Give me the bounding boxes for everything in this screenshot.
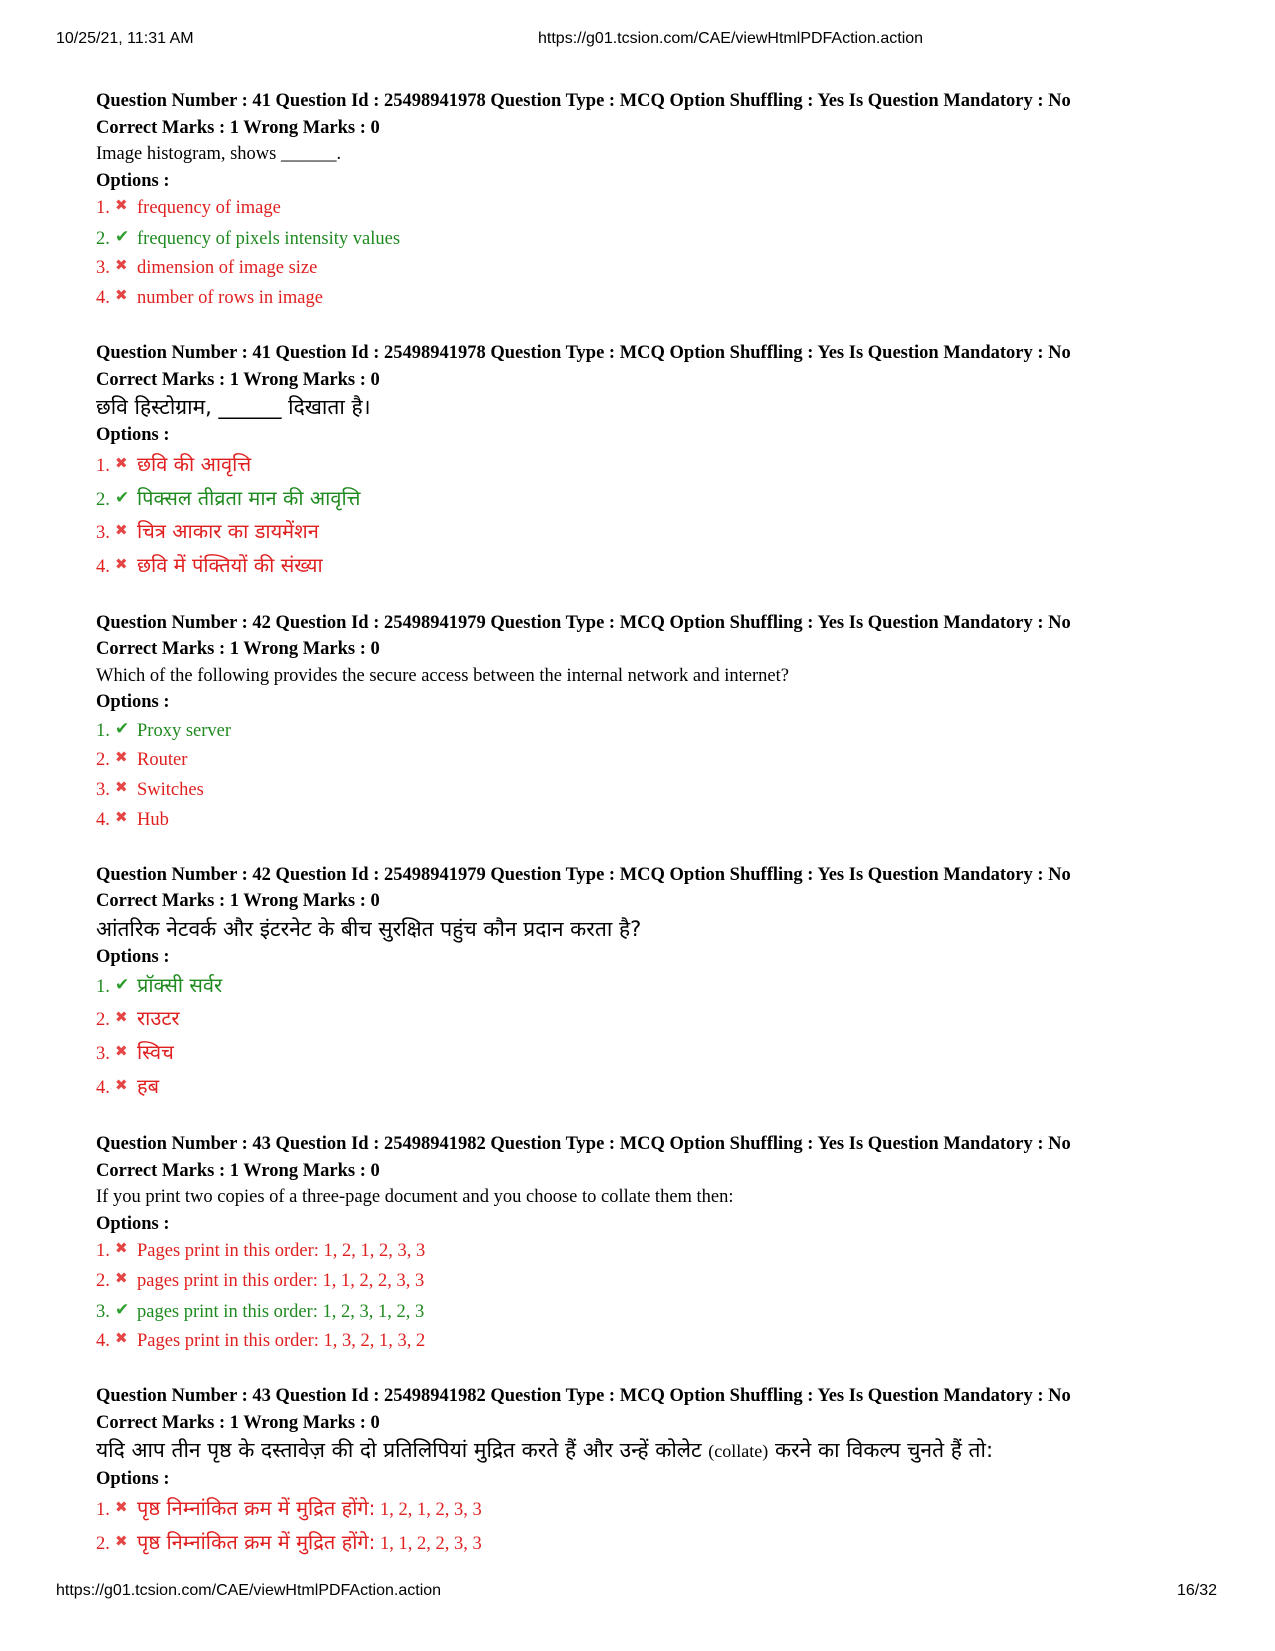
option-number: 2. xyxy=(96,489,110,510)
question-marks: Correct Marks : 1 Wrong Marks : 0 xyxy=(96,1412,380,1433)
check-icon: ✔ xyxy=(115,718,130,738)
option-text: dimension of image size xyxy=(137,258,318,278)
cross-icon: ✖ xyxy=(115,1078,128,1094)
option-item xyxy=(96,1003,1196,1037)
option-text: छवि की आवृत्ति xyxy=(137,451,252,476)
question-meta: Question Number : 42 Question Id : 25498941979 Question Type : MCQ Option Shuffling : Yes Is Question Mandatory : No xyxy=(96,612,1071,633)
option-item xyxy=(96,1037,1196,1071)
option-number: 3. xyxy=(96,779,110,800)
options-label: Options : xyxy=(96,1213,170,1234)
cross-icon: ✖ xyxy=(115,749,128,766)
option-text: frequency of pixels intensity values xyxy=(137,229,401,249)
cross-icon: ✖ xyxy=(115,556,128,573)
options-label: Options : xyxy=(96,170,170,191)
option-text-part: 1, 1, 2, 2, 3, 3 xyxy=(375,1533,482,1554)
option-item xyxy=(96,1071,1196,1105)
option-item xyxy=(96,194,1196,224)
option-item xyxy=(96,224,1196,254)
option-text: स्विच xyxy=(137,1040,174,1064)
check-icon: ✔ xyxy=(115,227,130,246)
option-text: Pages print in this order: 1, 2, 1, 2, 3, 3 xyxy=(137,1241,426,1261)
cross-icon: ✖ xyxy=(115,1241,128,1257)
option-text: पिक्सल तीव्रता मान की आवृत्ति xyxy=(137,485,361,510)
option-text: frequency of image xyxy=(137,198,281,218)
option-number: 2. xyxy=(96,1010,110,1030)
option-number: 3. xyxy=(96,1302,110,1322)
cross-icon: ✖ xyxy=(115,455,128,472)
cross-icon: ✖ xyxy=(115,1331,128,1347)
option-text: pages print in this order: 1, 2, 3, 1, 2, 3 xyxy=(137,1302,425,1322)
option-item xyxy=(96,1493,1196,1527)
question-43-hi xyxy=(96,1383,1196,1561)
option-item xyxy=(96,550,1196,584)
question-meta: Question Number : 43 Question Id : 25498941982 Question Type : MCQ Option Shuffling : Yes Is Question Mandatory : No xyxy=(96,1134,1071,1154)
option-item xyxy=(96,1327,1196,1357)
option-text: चित्र आकार का डायमेंशन xyxy=(137,518,319,543)
option-text: Switches xyxy=(137,779,204,800)
option-number: 4. xyxy=(96,1331,110,1351)
option-text-part: 1, 2, 1, 2, 3, 3 xyxy=(375,1499,482,1520)
question-marks: Correct Marks : 1 Wrong Marks : 0 xyxy=(96,891,380,911)
option-item xyxy=(96,746,1196,776)
question-text-part: (collate) xyxy=(708,1441,769,1461)
option-item xyxy=(96,1297,1196,1327)
question-meta: Question Number : 41 Question Id : 25498941978 Question Type : MCQ Option Shuffling : Yes Is Question Mandatory : No xyxy=(96,91,1071,111)
option-number: 4. xyxy=(96,556,110,577)
question-marks: Correct Marks : 1 Wrong Marks : 0 xyxy=(96,1160,380,1181)
options-label: Options : xyxy=(96,692,170,712)
cross-icon: ✖ xyxy=(115,522,128,539)
question-text-part: यदि आप तीन पृष्ठ के दस्तावेज़ की दो प्रतिलिपियां मुद्रित करते हैं और उन्हें कोलेट xyxy=(96,1438,709,1462)
option-item xyxy=(96,716,1196,746)
option-number: 3. xyxy=(96,522,110,543)
option-number: 1. xyxy=(96,1241,110,1261)
option-item xyxy=(96,284,1196,314)
question-meta: Question Number : 41 Question Id : 25498941978 Question Type : MCQ Option Shuffling : Yes Is Question Mandatory : No xyxy=(96,343,1071,363)
option-text: Hub xyxy=(137,809,169,830)
option-text: Router xyxy=(137,749,188,770)
option-number: 1. xyxy=(96,720,110,741)
page-number: 16/32 xyxy=(1176,1582,1217,1599)
check-icon: ✔ xyxy=(115,975,130,994)
cross-icon: ✖ xyxy=(115,1044,128,1060)
question-text: Which of the following provides the secure access between the internal network and internet? xyxy=(96,665,789,686)
option-item xyxy=(96,1237,1196,1267)
cross-icon: ✖ xyxy=(115,288,128,304)
option-text: छवि में पंक्तियों की संख्या xyxy=(137,552,323,577)
option-text xyxy=(137,1530,482,1554)
option-text-part: पृष्ठ निम्नांकित क्रम में मुद्रित होंगे: xyxy=(137,1529,376,1554)
option-item xyxy=(96,516,1196,550)
question-marks: Correct Marks : 1 Wrong Marks : 0 xyxy=(96,639,380,659)
option-item xyxy=(96,970,1196,1003)
option-number: 1. xyxy=(96,1499,110,1520)
question-42-en xyxy=(96,610,1196,836)
cross-icon: ✖ xyxy=(115,1533,128,1550)
option-text: pages print in this order: 1, 1, 2, 2, 3, 3 xyxy=(137,1271,425,1291)
option-item xyxy=(96,449,1196,483)
question-text: छवि हिस्टोग्राम, ______ दिखाता है। xyxy=(96,395,371,419)
question-41-hi xyxy=(96,340,1196,584)
question-meta: Question Number : 42 Question Id : 25498941979 Question Type : MCQ Option Shuffling : Yes Is Question Mandatory : No xyxy=(96,864,1071,885)
option-number: 1. xyxy=(96,455,110,476)
cross-icon: ✖ xyxy=(115,779,128,796)
cross-icon: ✖ xyxy=(115,1271,128,1287)
question-text: आंतरिक नेटवर्क और इंटरनेट के बीच सुरक्षित पहुंच कौन प्रदान करता है? xyxy=(96,916,642,941)
question-text: If you print two copies of a three-page document and you choose to collate them then: xyxy=(96,1187,734,1207)
option-number: 4. xyxy=(96,288,110,308)
option-text: राउटर xyxy=(137,1006,180,1030)
option-number: 1. xyxy=(96,198,110,218)
question-text-part: करने का विकल्प चुनते हैं तो: xyxy=(768,1438,994,1462)
question-41-en xyxy=(96,88,1196,314)
question-list xyxy=(96,88,1196,1587)
option-item xyxy=(96,776,1196,806)
options-label: Options : xyxy=(96,1469,170,1489)
option-text: प्रॉक्सी सर्वर xyxy=(137,973,223,997)
cross-icon: ✖ xyxy=(115,1010,128,1026)
print-datetime: 10/25/21, 11:31 AM xyxy=(56,30,194,47)
option-number: 2. xyxy=(96,749,110,770)
question-marks: Correct Marks : 1 Wrong Marks : 0 xyxy=(96,117,380,138)
option-text-part: पृष्ठ निम्नांकित क्रम में मुद्रित होंगे: xyxy=(137,1495,376,1520)
option-number: 2. xyxy=(96,1271,110,1291)
check-icon: ✔ xyxy=(115,1300,130,1319)
option-text: Pages print in this order: 1, 3, 2, 1, 3, 2 xyxy=(137,1331,426,1351)
question-meta: Question Number : 43 Question Id : 25498941982 Question Type : MCQ Option Shuffling : Yes Is Question Mandatory : No xyxy=(96,1386,1071,1406)
option-number: 4. xyxy=(96,1078,110,1098)
cross-icon: ✖ xyxy=(115,809,128,826)
option-text: हब xyxy=(137,1074,160,1098)
question-43-en xyxy=(96,1131,1196,1357)
option-item xyxy=(96,1267,1196,1297)
option-number: 1. xyxy=(96,977,110,997)
question-42-hi xyxy=(96,862,1196,1106)
option-number: 2. xyxy=(96,229,110,249)
option-text: number of rows in image xyxy=(137,288,323,308)
question-marks: Correct Marks : 1 Wrong Marks : 0 xyxy=(96,369,380,390)
option-number: 2. xyxy=(96,1533,110,1554)
cross-icon: ✖ xyxy=(115,198,128,214)
option-item xyxy=(96,1527,1196,1561)
check-icon: ✔ xyxy=(115,487,130,507)
option-text: Proxy server xyxy=(137,720,232,741)
question-text: Image histogram, shows ______. xyxy=(96,144,342,164)
print-footer-url[interactable]: https://g01.tcsion.com/CAE/viewHtmlPDFAction.action xyxy=(56,1582,442,1599)
option-item xyxy=(96,254,1196,284)
option-number: 4. xyxy=(96,809,110,830)
options-label: Options : xyxy=(96,946,170,967)
options-label: Options : xyxy=(96,425,170,445)
cross-icon: ✖ xyxy=(115,1499,128,1516)
option-number: 3. xyxy=(96,1044,110,1064)
cross-icon: ✖ xyxy=(115,258,128,274)
question-text xyxy=(96,1436,1196,1466)
option-item xyxy=(96,806,1196,836)
option-number: 3. xyxy=(96,258,110,278)
option-text xyxy=(137,1496,482,1520)
option-item xyxy=(96,483,1196,516)
print-header-url[interactable]: https://g01.tcsion.com/CAE/viewHtmlPDFAction.action xyxy=(538,30,924,47)
